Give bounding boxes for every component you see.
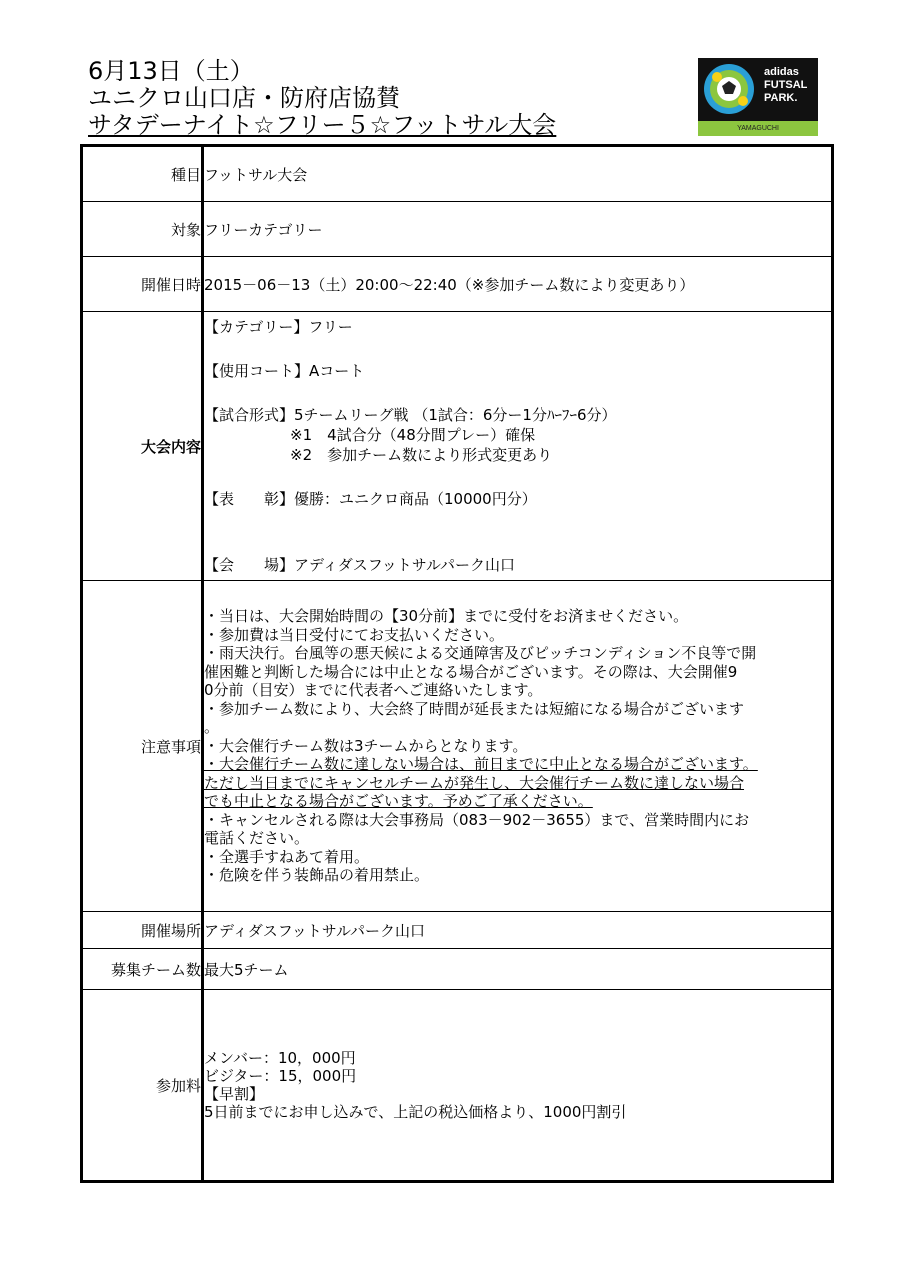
fee-line: メンバー：10，000円 — [204, 1049, 356, 1067]
title-date: 6月13日（土） — [88, 57, 254, 85]
naiyou-format: 【試合形式】5チームリーグ戦 （1試合：6分ー1分ﾊｰﾌｰ6分） — [204, 406, 617, 424]
notice-line: ・参加チーム数により、大会終了時間が延長または短縮になる場合がございます — [204, 699, 745, 718]
naiyou-category: 【カテゴリー】フリー — [204, 318, 353, 336]
row-label-boshu: 募集チーム数 — [82, 949, 203, 990]
naiyou-award: 【表 彰】優勝：ユニクロ商品（10000円分） — [204, 490, 537, 508]
notice-line-underlined: でも中止となる場合がございます。予めご了承ください。 — [204, 792, 593, 811]
notice-line: 0分前（目安）までに代表者へご連絡いたします。 — [204, 681, 543, 700]
notice-line: ・参加費は当日受付にてお支払いください。 — [204, 625, 505, 644]
logo-location-bar: YAMAGUCHI — [698, 121, 818, 136]
naiyou-court: 【使用コート】Aコート — [204, 362, 365, 380]
table-row — [82, 257, 833, 312]
notice-line: ・全選手すねあて着用。 — [204, 847, 370, 866]
naiyou-label-text: 大会内容 — [140, 437, 201, 456]
notice-line: ・当日は、大会開始時間の【30分前】までに受付をお済ませください。 — [204, 607, 689, 626]
row-label-naiyou — [82, 312, 203, 581]
table-row — [82, 912, 833, 949]
row-value-nichiji: 2015－06－13（土）20:00～22:40（※参加チーム数により変更あり） — [203, 257, 833, 312]
adidas-futsal-park-logo — [698, 58, 818, 136]
notice-line-underlined: ・大会催行チーム数に達しない場合は、前日までに中止となる場合がございます。 — [204, 755, 758, 774]
row-value-chui — [203, 581, 833, 912]
logo-line2: FUTSAL — [764, 79, 808, 91]
page-title — [88, 58, 556, 139]
row-value-taisho: フリーカテゴリー — [203, 202, 833, 257]
fee-line: 【早割】 — [204, 1085, 265, 1103]
table-row — [82, 581, 833, 912]
logo-text — [764, 66, 807, 105]
row-value-basho: アディダスフットサルパーク山口 — [203, 912, 833, 949]
row-value-boshu: 最大5チーム — [203, 949, 833, 990]
table-row — [82, 949, 833, 990]
table-row — [82, 202, 833, 257]
notice-line: ・危険を伴う装飾品の着用禁止。 — [204, 866, 430, 885]
table-row — [82, 312, 833, 581]
notice-line: ・大会催行チーム数は3チームからとなります。 — [204, 736, 528, 755]
title-sponsor: ユニクロ山口店・防府店協賛 — [88, 84, 400, 112]
logo-line1: adidas — [764, 66, 799, 78]
notice-line: ・雨天決行。台風等の悪天候による交通障害及びピッチコンディション不良等で開 — [204, 644, 757, 663]
naiyou-note1: ※1 4試合分（48分間プレー）確保 — [290, 426, 536, 444]
naiyou-note2: ※2 参加チーム数により形式変更あり — [290, 446, 553, 464]
row-value-shumoku: フットサル大会 — [203, 146, 833, 202]
row-label-chui: 注意事項 — [82, 581, 203, 912]
naiyou-venue: 【会 場】アディダスフットサルパーク山口 — [204, 556, 515, 574]
row-label-basho: 開催場所 — [82, 912, 203, 949]
notice-line: 。 — [204, 718, 220, 737]
table-row — [82, 990, 833, 1182]
fee-line: 5日前までにお申し込みで、上記の税込価格より、1000円割引 — [204, 1103, 627, 1121]
row-value-naiyou — [203, 312, 833, 581]
notice-line: 催困難と判断した場合には中止となる場合がございます。その際は、大会開催9 — [204, 662, 738, 681]
row-label-taisho: 対象 — [82, 202, 203, 257]
soccer-ball-icon — [703, 63, 755, 115]
row-label-ryo: 参加料 — [82, 990, 203, 1182]
notice-line: 電話ください。 — [204, 829, 310, 848]
row-label-nichiji: 開催日時 — [82, 257, 203, 312]
row-label-shumoku: 種目 — [82, 146, 203, 202]
logo-line3: PARK. — [764, 92, 798, 104]
fee-line: ビジター：15，000円 — [204, 1067, 357, 1085]
table-row — [82, 146, 833, 202]
event-info-table — [80, 144, 834, 1183]
row-value-ryo — [203, 990, 833, 1182]
title-event: サタデーナイト☆フリー５☆フットサル大会 — [88, 111, 557, 139]
notice-line-underlined: ただし当日までにキャンセルチームが発生し、大会催行チーム数に達しない場合 — [204, 773, 745, 792]
notice-line: ・キャンセルされる際は大会事務局（083－902－3655）まで、営業時間内にお — [204, 810, 750, 829]
